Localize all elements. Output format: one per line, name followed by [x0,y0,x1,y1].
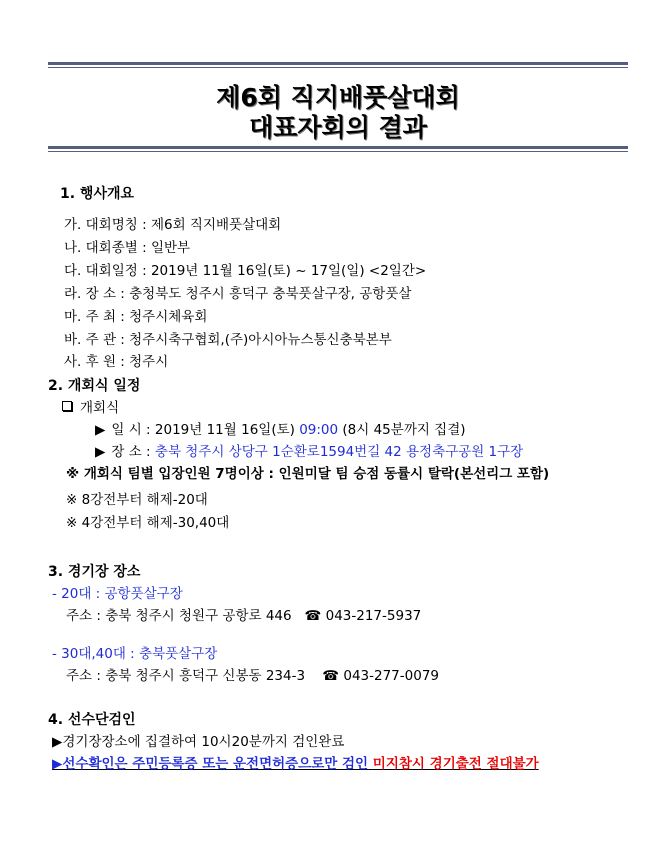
ceremony-time: 09:00 [299,422,339,438]
overview-item [64,239,190,257]
section-2-heading: 2. 개회식 일정 [48,378,141,394]
section-1-heading: 1. 행사개요 [60,186,135,202]
ceremony-date-value: 2019년 11월 16일(토) [154,422,295,438]
title-line-1: 제6회 직지배풋살대회 [216,83,460,112]
arrow-icon: ▶ [52,756,63,772]
inspection-line-1 [52,733,344,751]
overview-value: 청주시체육회 [129,309,208,325]
overview-value: 일반부 [150,240,191,256]
overview-item [64,331,392,349]
overview-item [64,262,426,280]
overview-value: 청주시 [129,354,169,370]
top-rule [48,62,628,65]
venue-phone: 043-277-0079 [343,668,439,684]
overview-label: 나. 대회종별 : [64,240,147,256]
ceremony-date [95,421,466,439]
overview-label: 마. 주 최 : [64,309,125,325]
inspection-id-requirement: 선수확인은 주민등록증 또는 운전면허증으로만 검인 [62,756,369,772]
ceremony-date-label: 일 시 : [111,422,151,438]
overview-value: 청주시축구협회,(주)아시아뉴스통신충북본부 [129,332,392,348]
ceremony-assembly: (8시 45분까지 집결) [342,422,466,438]
venue-address-line [66,607,421,625]
venue-phone: 043-217-5937 [325,608,422,624]
bottom-rule-thin [48,151,628,152]
overview-item [64,216,281,234]
overview-label: 바. 주 관 : [64,332,125,348]
overview-value: 충청북도 청주시 흥덕구 충북풋살구장, 공항풋살 [129,286,412,302]
ceremony-place-label: 장 소 : [111,444,151,460]
inspection-line-2 [52,755,539,773]
section-3-heading: 3. 경기장 장소 [48,564,141,580]
overview-item [64,285,411,303]
arrow-icon: ▶ [95,422,106,438]
inspection-text-1: 경기장장소에 집결하여 10시20분까지 검인완료 [62,734,345,750]
ceremony-subheading [62,399,119,417]
ceremony-note: ※ 4강전부터 해제-30,40대 [66,515,230,531]
overview-value: 2019년 11월 16일(토) ~ 17일(일) <2일간> [150,263,427,279]
phone-icon: ☎ [322,668,340,684]
arrow-icon: ▶ [52,734,63,750]
overview-item [64,308,207,326]
venue-address: 주소 : 충북 청주시 흥덕구 신봉동 234-3 [66,668,306,684]
overview-item [64,353,168,371]
checkbox-bullet-icon [62,401,72,411]
overview-label: 사. 후 원 : [64,354,125,370]
ceremony-sub-label: 개회식 [80,400,120,416]
ceremony-note: ※ 개회식 팀별 입장인원 7명이상 : 인원미달 팀 승점 동률시 탈락(본선리그 포함) [66,466,550,482]
venue-address-line [66,667,439,685]
bottom-rule [48,146,628,149]
phone-icon: ☎ [304,608,322,624]
overview-label: 다. 대회일정 : [64,263,147,279]
top-rule-thin [48,67,628,68]
ceremony-note: ※ 8강전부터 해제-20대 [66,492,208,508]
overview-label: 가. 대회명칭 : [64,217,147,233]
inspection-warning: 미지참시 경기출전 절대불가 [372,756,539,772]
overview-value: 제6회 직지배풋살대회 [150,217,282,233]
title-line-2: 대표자회의 결과 [249,113,427,142]
ceremony-place-value: 충북 청주시 상당구 1순환로1594번길 42 용정축구공원 1구장 [154,444,524,460]
venue-group: - 20대 : 공항풋살구장 [52,586,183,602]
arrow-icon: ▶ [95,444,106,460]
venue-address: 주소 : 충북 청주시 청원구 공항로 446 [66,608,292,624]
ceremony-place [95,443,523,461]
overview-label: 라. 장 소 : [64,286,125,302]
section-4-heading: 4. 선수단검인 [48,712,136,728]
venue-group: - 30대,40대 : 충북풋살구장 [52,646,218,662]
